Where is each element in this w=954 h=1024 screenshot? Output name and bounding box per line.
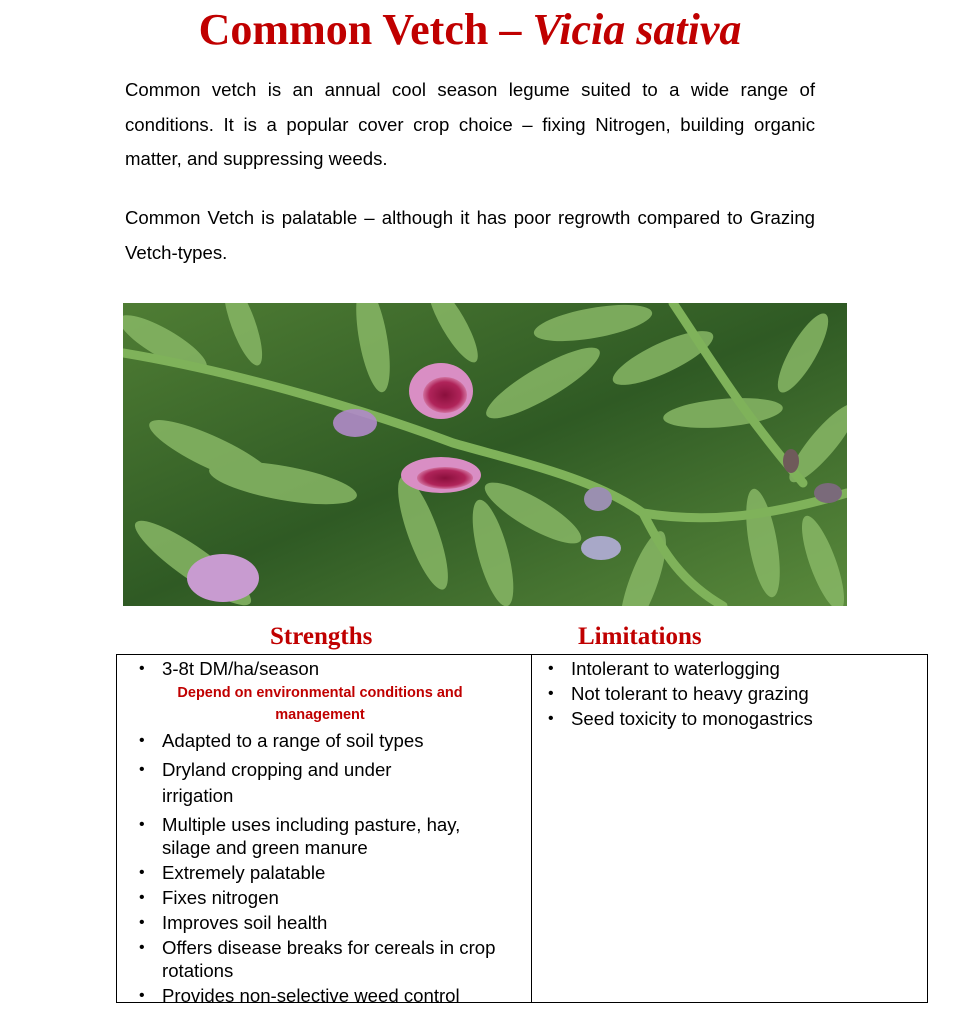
intro-paragraph-2: Common Vetch is palatable – although it has poor regrowth compared to Grazing Vetch-types.	[125, 207, 815, 263]
strengths-list	[126, 657, 526, 1007]
list-item-text: Intolerant to waterlogging	[571, 658, 780, 679]
list-item	[126, 757, 526, 809]
bullet-icon: •	[139, 761, 145, 778]
list-item	[535, 657, 925, 680]
list-item-text: Offers disease breaks for cereals in crop rotations	[162, 937, 496, 981]
table-column-divider	[531, 654, 532, 1003]
list-item	[126, 729, 526, 752]
list-item	[126, 936, 526, 982]
intro-paragraph-1: Common vetch is an annual cool season legume suited to a wide range of conditions. It is a popular cover crop choice – fixing Nitrogen, building organic matter, and suppressing weeds.	[125, 79, 815, 169]
bullet-icon: •	[139, 660, 145, 677]
strengths-note	[126, 682, 526, 726]
note-line-1: Depend on environmental conditions and	[177, 685, 463, 701]
list-item	[126, 984, 526, 1007]
note-text	[120, 682, 520, 726]
list-item-text: Multiple uses including pasture, hay, silage and green manure	[162, 814, 461, 858]
list-item-text: Seed toxicity to monogastrics	[571, 708, 813, 729]
list-item-text: Fixes nitrogen	[162, 887, 279, 908]
page-title	[0, 4, 940, 56]
bullet-icon: •	[548, 660, 554, 677]
bullet-icon: •	[139, 939, 145, 956]
list-item	[126, 886, 526, 909]
vetch-plant-photo	[123, 303, 847, 606]
list-item	[126, 911, 526, 934]
list-item-text: Improves soil health	[162, 912, 328, 933]
bullet-icon: •	[139, 816, 145, 833]
title-scientific-name: Vicia sativa	[532, 5, 742, 54]
bullet-icon: •	[139, 864, 145, 881]
bullet-icon: •	[139, 987, 145, 1004]
list-item-text: 3-8t DM/ha/season	[162, 658, 320, 679]
bullet-icon: •	[139, 889, 145, 906]
list-item-text: Dryland cropping and under irrigation	[162, 759, 392, 806]
bullet-icon: •	[139, 732, 145, 749]
bullet-icon: •	[548, 710, 554, 727]
list-item	[535, 682, 925, 705]
list-item-text: Extremely palatable	[162, 862, 326, 883]
list-item	[535, 707, 925, 730]
bullet-icon: •	[548, 685, 554, 702]
list-item	[126, 657, 526, 680]
list-item-text: Adapted to a range of soil types	[162, 730, 424, 751]
limitations-heading: Limitations	[578, 623, 702, 650]
limitations-list	[535, 657, 925, 730]
list-item	[126, 813, 526, 859]
strengths-heading: Strengths	[270, 623, 373, 650]
bullet-icon: •	[139, 914, 145, 931]
note-line-2: management	[275, 707, 365, 723]
list-item-text: Provides non-selective weed control	[162, 985, 460, 1006]
list-item	[126, 861, 526, 884]
title-common-name: Common Vetch –	[198, 5, 533, 54]
list-item-text: Not tolerant to heavy grazing	[571, 683, 809, 704]
